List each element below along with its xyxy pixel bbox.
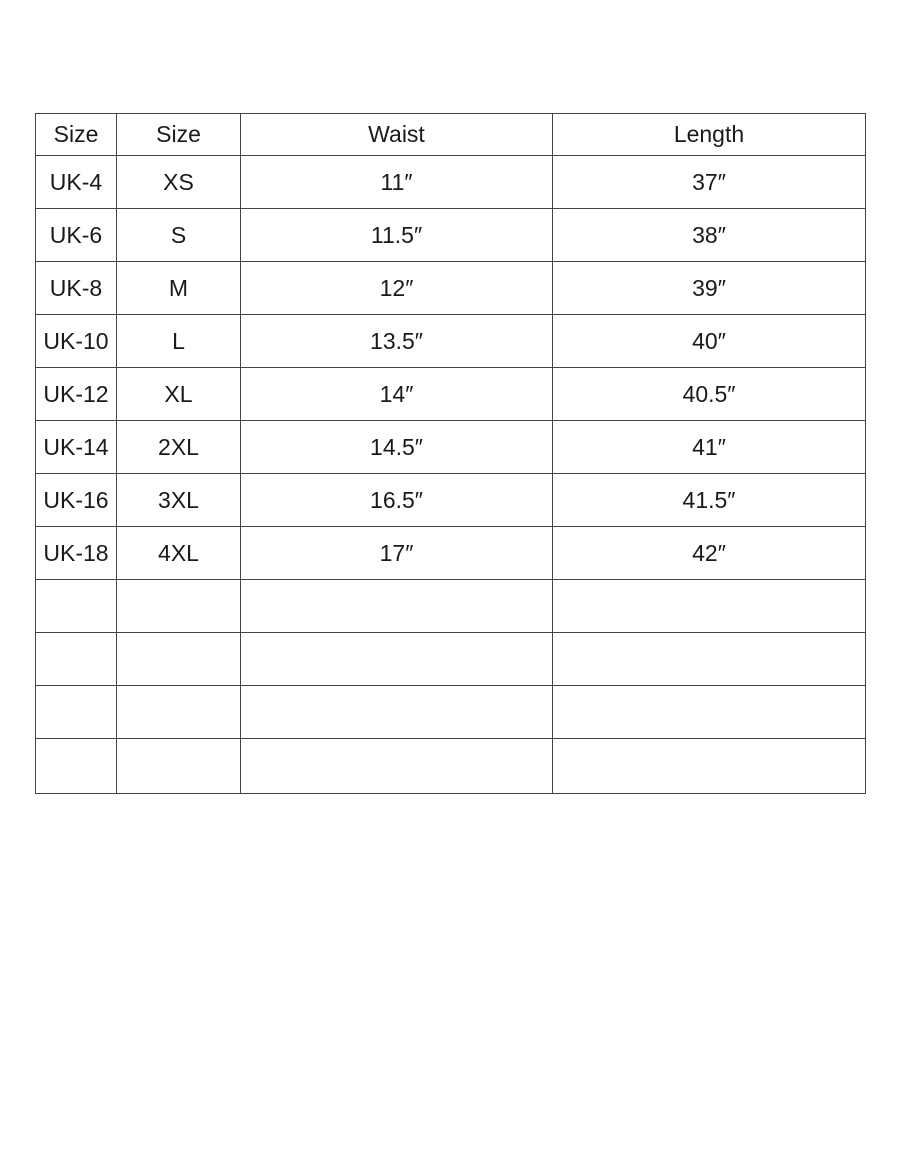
cell-letter-size: [117, 633, 241, 686]
cell-waist: 12″: [241, 262, 553, 315]
cell-length: 40″: [553, 315, 866, 368]
cell-waist: 14″: [241, 368, 553, 421]
cell-waist: [241, 686, 553, 739]
cell-length: [553, 739, 866, 794]
cell-letter-size: 4XL: [117, 527, 241, 580]
cell-letter-size: M: [117, 262, 241, 315]
cell-uk-size: [36, 739, 117, 794]
cell-waist: 17″: [241, 527, 553, 580]
cell-length: 41″: [553, 421, 866, 474]
cell-waist: 11.5″: [241, 209, 553, 262]
header-waist: Waist: [241, 114, 553, 156]
empty-row: [36, 686, 866, 739]
cell-waist: 16.5″: [241, 474, 553, 527]
cell-uk-size: UK-8: [36, 262, 117, 315]
cell-length: 37″: [553, 156, 866, 209]
cell-letter-size: [117, 580, 241, 633]
cell-length: [553, 633, 866, 686]
table-row: [36, 474, 866, 527]
empty-row: [36, 580, 866, 633]
cell-letter-size: XS: [117, 156, 241, 209]
cell-length: 42″: [553, 527, 866, 580]
table-row: [36, 262, 866, 315]
cell-uk-size: UK-16: [36, 474, 117, 527]
cell-uk-size: UK-4: [36, 156, 117, 209]
cell-waist: 13.5″: [241, 315, 553, 368]
cell-uk-size: UK-14: [36, 421, 117, 474]
cell-uk-size: [36, 686, 117, 739]
cell-letter-size: 3XL: [117, 474, 241, 527]
cell-uk-size: [36, 580, 117, 633]
table-body: [36, 156, 866, 794]
cell-length: 41.5″: [553, 474, 866, 527]
table-row: [36, 156, 866, 209]
table-header: [36, 114, 866, 156]
cell-waist: [241, 739, 553, 794]
cell-waist: 11″: [241, 156, 553, 209]
cell-length: 38″: [553, 209, 866, 262]
cell-length: [553, 686, 866, 739]
cell-waist: 14.5″: [241, 421, 553, 474]
cell-letter-size: XL: [117, 368, 241, 421]
cell-letter-size: [117, 739, 241, 794]
cell-waist: [241, 633, 553, 686]
table-row: [36, 368, 866, 421]
cell-letter-size: [117, 686, 241, 739]
table-row: [36, 209, 866, 262]
empty-row: [36, 633, 866, 686]
cell-letter-size: 2XL: [117, 421, 241, 474]
cell-uk-size: UK-6: [36, 209, 117, 262]
table-row: [36, 527, 866, 580]
cell-waist: [241, 580, 553, 633]
cell-uk-size: [36, 633, 117, 686]
cell-length: [553, 580, 866, 633]
header-row: [36, 114, 866, 156]
table-row: [36, 421, 866, 474]
cell-uk-size: UK-18: [36, 527, 117, 580]
empty-row: [36, 739, 866, 794]
header-uk-size: Size: [36, 114, 117, 156]
header-letter-size: Size: [117, 114, 241, 156]
cell-length: 39″: [553, 262, 866, 315]
cell-uk-size: UK-12: [36, 368, 117, 421]
table-row: [36, 315, 866, 368]
size-chart-table: [35, 113, 866, 794]
cell-length: 40.5″: [553, 368, 866, 421]
header-length: Length: [553, 114, 866, 156]
cell-uk-size: UK-10: [36, 315, 117, 368]
cell-letter-size: L: [117, 315, 241, 368]
cell-letter-size: S: [117, 209, 241, 262]
